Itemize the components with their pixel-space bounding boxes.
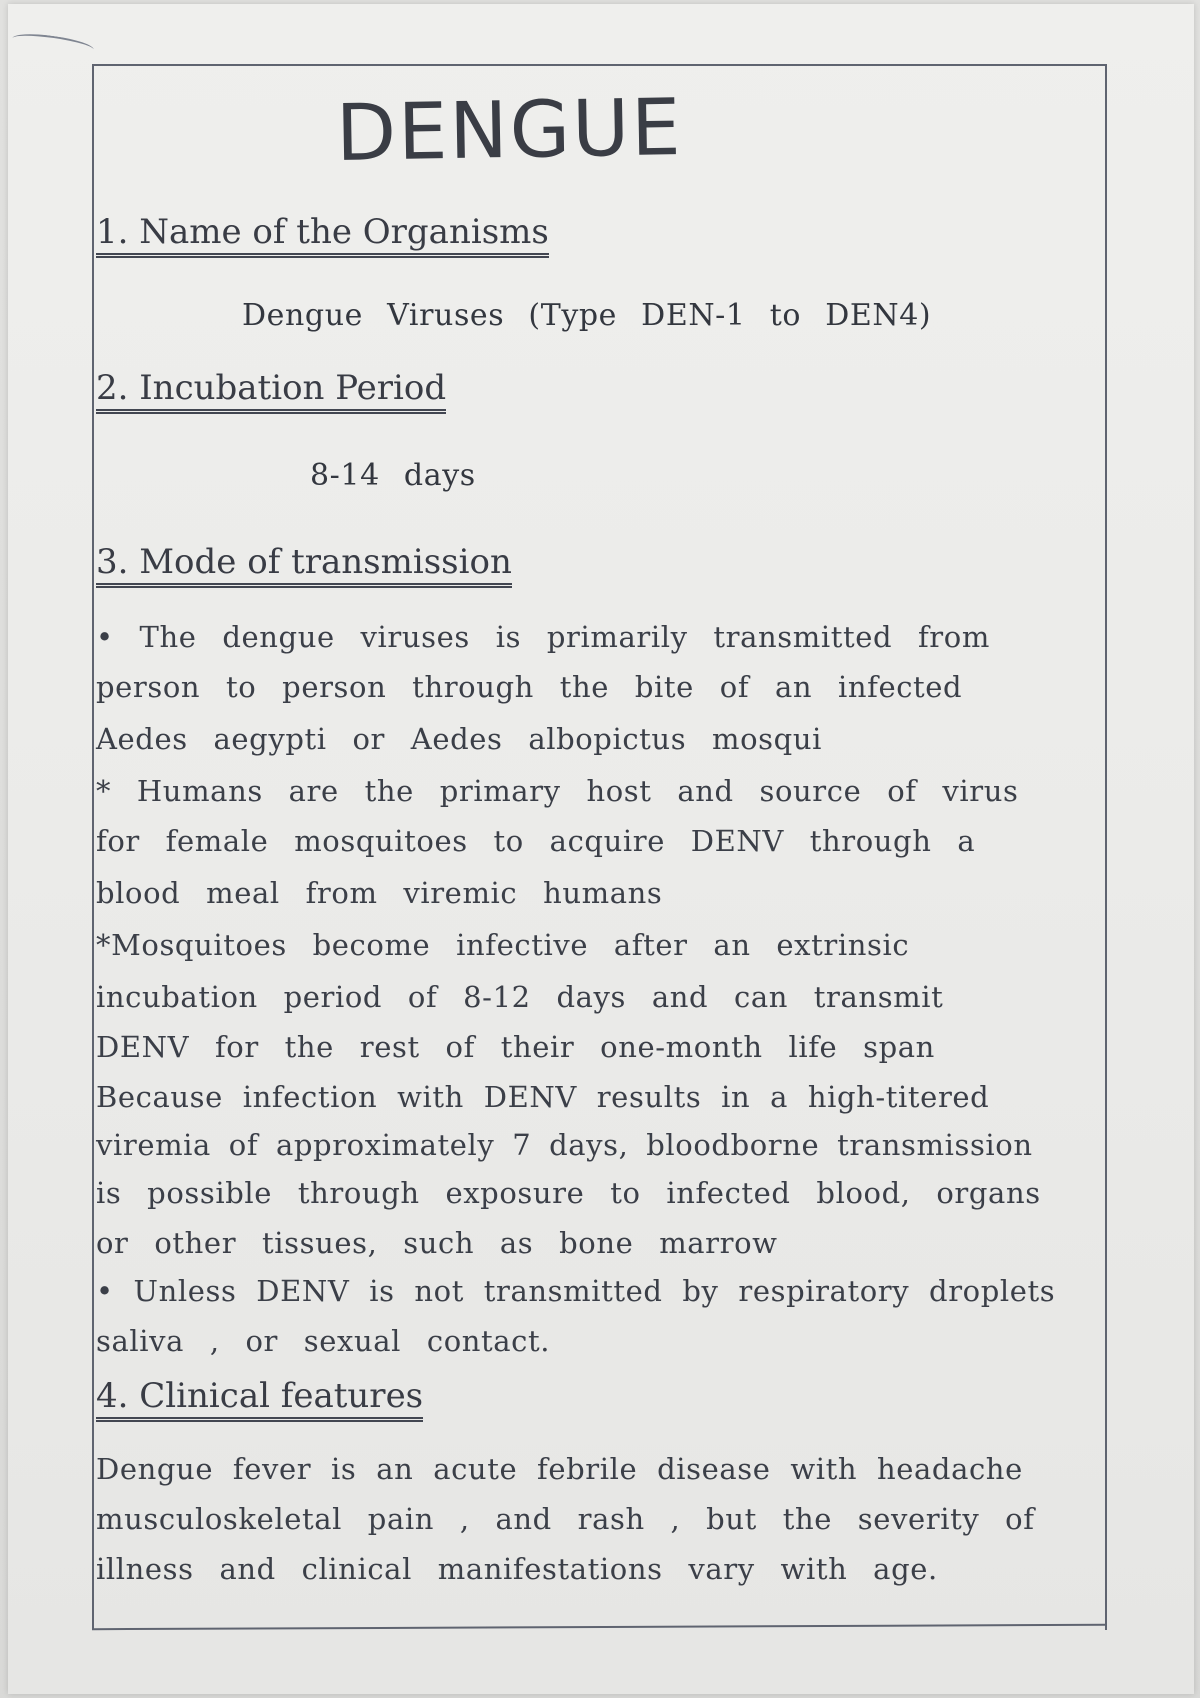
incubation-value: 8-14 days [310, 458, 476, 493]
transmission-line: Aedes aegypti or Aedes albopictus mosqui [96, 722, 822, 756]
section-3-heading-text: 3. Mode of transmission [96, 542, 512, 588]
transmission-line: person to person through the bite of an infected [96, 670, 963, 704]
clinical-line: Dengue fever is an acute febrile disease with headache [96, 1452, 1023, 1486]
transmission-line: viremia of approximately 7 days, bloodborne transmission [96, 1128, 1033, 1162]
transmission-line: incubation period of 8-12 days and can transmit [96, 980, 944, 1014]
transmission-line: • The dengue viruses is primarily transmitted from [96, 620, 990, 654]
page-title: DENGUE [335, 82, 684, 180]
section-4-heading-text: 4. Clinical features [96, 1376, 423, 1422]
section-1-heading [96, 212, 549, 258]
section-2-heading-text: 2. Incubation Period [96, 368, 446, 414]
transmission-line: • Unless DENV is not transmitted by respiratory droplets [96, 1274, 1056, 1308]
transmission-line: *Mosquitoes become infective after an extrinsic [96, 928, 910, 962]
transmission-line: or other tissues, such as bone marrow [96, 1226, 778, 1260]
transmission-line: is possible through exposure to infected blood, organs [96, 1176, 1041, 1210]
section-1-heading-text: 1. Name of the Organisms [96, 212, 549, 258]
transmission-line: blood meal from viremic humans [96, 876, 663, 910]
section-3-heading [96, 542, 512, 588]
clinical-line: illness and clinical manifestations vary with age. [96, 1552, 938, 1586]
transmission-line: * Humans are the primary host and source of virus [96, 774, 1019, 808]
section-4-heading [96, 1376, 423, 1422]
section-2-heading [96, 368, 446, 414]
transmission-line: DENV for the rest of their one-month life span [96, 1030, 935, 1064]
transmission-line: Because infection with DENV results in a high-titered [96, 1080, 990, 1114]
organism-name: Dengue Viruses (Type DEN-1 to DEN4) [242, 298, 932, 333]
transmission-line: saliva , or sexual contact. [96, 1324, 551, 1358]
transmission-line: for female mosquitoes to acquire DENV through a [96, 824, 976, 858]
clinical-line: musculoskeletal pain , and rash , but the severity of [96, 1502, 1035, 1536]
